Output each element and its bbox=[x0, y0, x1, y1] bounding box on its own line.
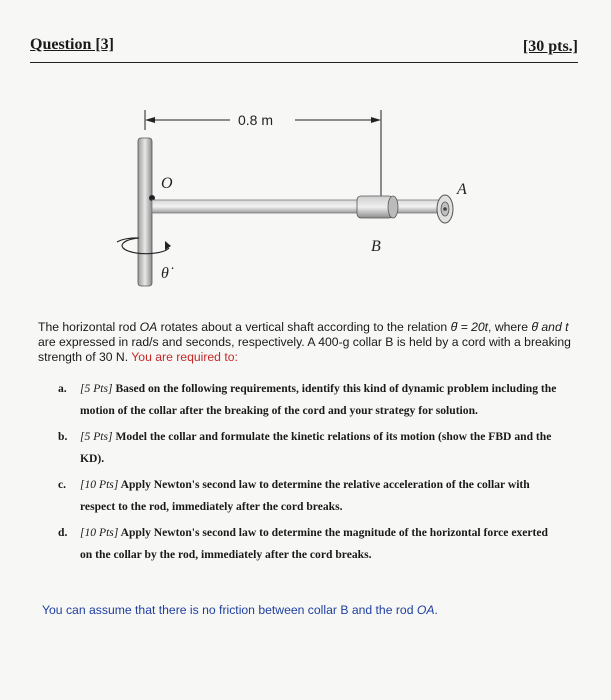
question-header bbox=[30, 36, 578, 63]
task-item-c: c. [10 Pts] Apply Newton's second law to determine the relative acceleration of the collar with respect to the rod, immediately after the cord breaks. bbox=[58, 478, 530, 513]
rod-collar-figure bbox=[95, 98, 515, 308]
collar-b bbox=[357, 196, 398, 218]
task-item-d: d. [10 Pts] Apply Newton's second law to determine the magnitude of the horizontal force exerted on the collar by the rod, immediately after the cord breaks. bbox=[58, 526, 549, 561]
horizontal-rod bbox=[152, 200, 442, 213]
label-theta: θ̇ bbox=[161, 265, 169, 282]
assumption-note: You can assume that there is no friction between collar B and the rod OA. bbox=[42, 603, 438, 617]
task-list bbox=[58, 378, 558, 570]
label-b: B bbox=[371, 238, 381, 255]
vertical-shaft bbox=[138, 138, 152, 286]
question-points: [30 pts.] bbox=[522, 38, 578, 55]
label-a: A bbox=[457, 181, 467, 198]
rod-end-a bbox=[437, 195, 453, 223]
label-o: O bbox=[161, 175, 173, 192]
task-item-a: a. [5 Pts] Based on the following requirements, identify this kind of dynamic problem including the motion of the collar after the breaking of the cord and your strategy for solution. bbox=[58, 382, 557, 417]
dimension-label: 0.8 m bbox=[238, 112, 274, 128]
rod-name: OA bbox=[139, 320, 158, 334]
question-title: Question [3] bbox=[30, 36, 114, 53]
problem-statement: The horizontal rod OA rotates about a vertical shaft according to the relation θ̇ = 20t, where θ̇ and t are expressed in rad/s and seconds, respectively. A 400-g collar B is held by a cord with a breaking strength of 30 N. You are required to: bbox=[38, 320, 571, 364]
task-item-b: b. [5 Pts] Model the collar and formulate the kinetic relations of its motion (show the FBD and the KD). bbox=[58, 430, 552, 465]
relation: θ̇ = 20t bbox=[450, 320, 489, 334]
required-prompt: You are required to: bbox=[131, 350, 238, 364]
